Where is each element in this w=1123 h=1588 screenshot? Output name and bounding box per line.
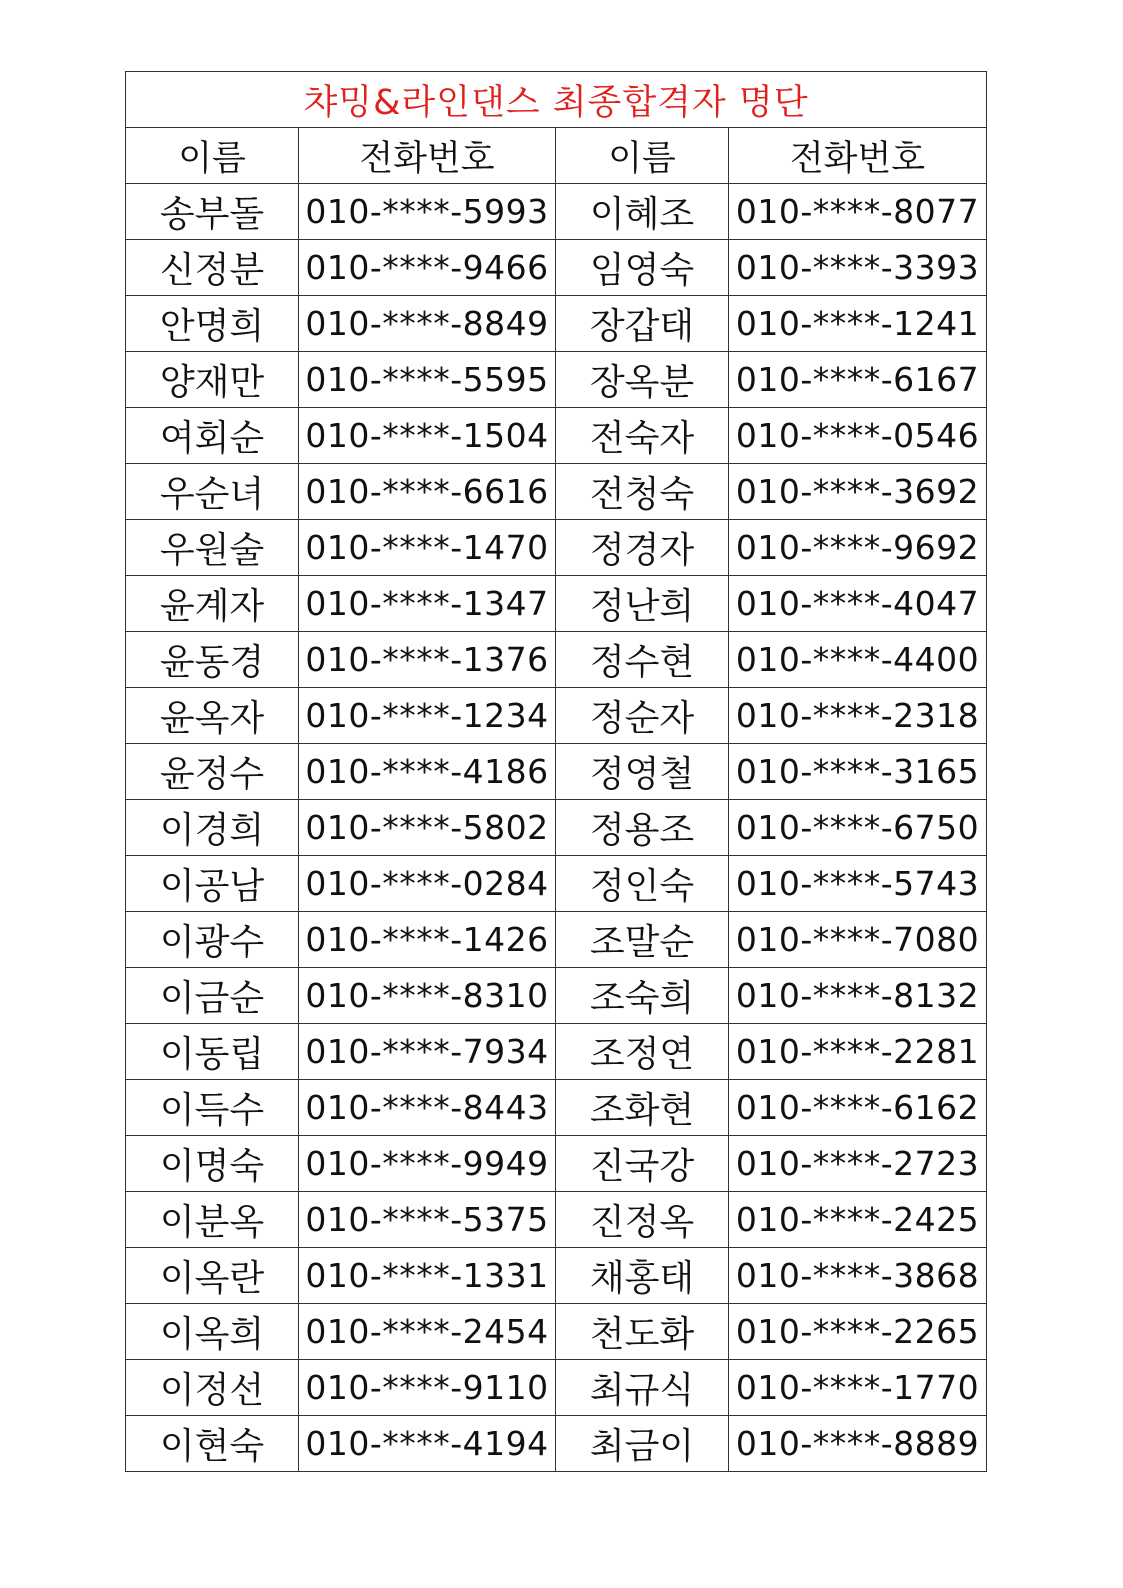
phone-cell: 010-****-7080 <box>729 912 987 968</box>
name-cell: 정영철 <box>556 744 729 800</box>
phone-cell: 010-****-1376 <box>299 632 556 688</box>
column-header-phone: 전화번호 <box>299 128 556 184</box>
table-row <box>126 1304 987 1360</box>
table-row <box>126 800 987 856</box>
name-cell: 채홍태 <box>556 1248 729 1304</box>
phone-cell: 010-****-8077 <box>729 184 987 240</box>
table-row <box>126 520 987 576</box>
name-cell: 이정선 <box>126 1360 299 1416</box>
phone-cell: 010-****-0284 <box>299 856 556 912</box>
name-cell: 이명숙 <box>126 1136 299 1192</box>
name-cell: 조숙희 <box>556 968 729 1024</box>
phone-cell: 010-****-4047 <box>729 576 987 632</box>
name-cell: 이옥란 <box>126 1248 299 1304</box>
phone-cell: 010-****-5375 <box>299 1192 556 1248</box>
phone-cell: 010-****-2281 <box>729 1024 987 1080</box>
name-cell: 이동립 <box>126 1024 299 1080</box>
page-title: 챠밍&라인댄스 최종합격자 명단 <box>126 72 987 128</box>
header-row <box>126 128 987 184</box>
table-row <box>126 912 987 968</box>
name-cell: 우원술 <box>126 520 299 576</box>
name-cell: 이경희 <box>126 800 299 856</box>
phone-cell: 010-****-3692 <box>729 464 987 520</box>
name-cell: 이옥희 <box>126 1304 299 1360</box>
phone-cell: 010-****-8132 <box>729 968 987 1024</box>
table-row <box>126 1416 987 1472</box>
phone-cell: 010-****-1426 <box>299 912 556 968</box>
name-cell: 조말순 <box>556 912 729 968</box>
name-cell: 이현숙 <box>126 1416 299 1472</box>
table-row <box>126 1360 987 1416</box>
name-cell: 이공남 <box>126 856 299 912</box>
table-row <box>126 856 987 912</box>
table-row <box>126 184 987 240</box>
name-cell: 이득수 <box>126 1080 299 1136</box>
name-cell: 정경자 <box>556 520 729 576</box>
table-row <box>126 408 987 464</box>
name-cell: 양재만 <box>126 352 299 408</box>
name-cell: 임영숙 <box>556 240 729 296</box>
phone-cell: 010-****-1331 <box>299 1248 556 1304</box>
phone-cell: 010-****-6750 <box>729 800 987 856</box>
column-header-name: 이름 <box>556 128 729 184</box>
name-cell: 최금이 <box>556 1416 729 1472</box>
phone-cell: 010-****-9466 <box>299 240 556 296</box>
phone-cell: 010-****-6162 <box>729 1080 987 1136</box>
phone-cell: 010-****-1470 <box>299 520 556 576</box>
table-row <box>126 576 987 632</box>
name-cell: 전청숙 <box>556 464 729 520</box>
name-cell: 윤정수 <box>126 744 299 800</box>
phone-cell: 010-****-5993 <box>299 184 556 240</box>
name-cell: 진정옥 <box>556 1192 729 1248</box>
table-row <box>126 744 987 800</box>
name-cell: 조화현 <box>556 1080 729 1136</box>
phone-cell: 010-****-3165 <box>729 744 987 800</box>
table-row <box>126 296 987 352</box>
table-row <box>126 1080 987 1136</box>
column-header-phone: 전화번호 <box>729 128 987 184</box>
name-cell: 최규식 <box>556 1360 729 1416</box>
phone-cell: 010-****-2425 <box>729 1192 987 1248</box>
phone-cell: 010-****-8310 <box>299 968 556 1024</box>
phone-cell: 010-****-1234 <box>299 688 556 744</box>
name-cell: 천도화 <box>556 1304 729 1360</box>
name-cell: 정용조 <box>556 800 729 856</box>
name-cell: 윤계자 <box>126 576 299 632</box>
phone-cell: 010-****-1347 <box>299 576 556 632</box>
name-cell: 조정연 <box>556 1024 729 1080</box>
phone-cell: 010-****-2454 <box>299 1304 556 1360</box>
phone-cell: 010-****-1241 <box>729 296 987 352</box>
name-cell: 전숙자 <box>556 408 729 464</box>
name-cell: 우순녀 <box>126 464 299 520</box>
title-row <box>126 72 987 128</box>
name-cell: 이혜조 <box>556 184 729 240</box>
name-cell: 정수현 <box>556 632 729 688</box>
name-cell: 장갑태 <box>556 296 729 352</box>
roster-table <box>125 71 987 1472</box>
phone-cell: 010-****-4400 <box>729 632 987 688</box>
phone-cell: 010-****-5802 <box>299 800 556 856</box>
name-cell: 이금순 <box>126 968 299 1024</box>
table-row <box>126 240 987 296</box>
column-header-name: 이름 <box>126 128 299 184</box>
name-cell: 윤옥자 <box>126 688 299 744</box>
table-row <box>126 1024 987 1080</box>
name-cell: 정인숙 <box>556 856 729 912</box>
phone-cell: 010-****-3868 <box>729 1248 987 1304</box>
phone-cell: 010-****-5743 <box>729 856 987 912</box>
table-row <box>126 1248 987 1304</box>
phone-cell: 010-****-8443 <box>299 1080 556 1136</box>
table-row <box>126 1192 987 1248</box>
phone-cell: 010-****-5595 <box>299 352 556 408</box>
phone-cell: 010-****-8889 <box>729 1416 987 1472</box>
name-cell: 정난희 <box>556 576 729 632</box>
table-row <box>126 1136 987 1192</box>
name-cell: 윤동경 <box>126 632 299 688</box>
table-row <box>126 464 987 520</box>
name-cell: 안명희 <box>126 296 299 352</box>
name-cell: 이분옥 <box>126 1192 299 1248</box>
phone-cell: 010-****-2723 <box>729 1136 987 1192</box>
table-row <box>126 968 987 1024</box>
name-cell: 정순자 <box>556 688 729 744</box>
phone-cell: 010-****-9692 <box>729 520 987 576</box>
phone-cell: 010-****-2318 <box>729 688 987 744</box>
phone-cell: 010-****-0546 <box>729 408 987 464</box>
table-row <box>126 632 987 688</box>
name-cell: 장옥분 <box>556 352 729 408</box>
phone-cell: 010-****-6616 <box>299 464 556 520</box>
phone-cell: 010-****-9949 <box>299 1136 556 1192</box>
name-cell: 여회순 <box>126 408 299 464</box>
phone-cell: 010-****-3393 <box>729 240 987 296</box>
phone-cell: 010-****-2265 <box>729 1304 987 1360</box>
name-cell: 신정분 <box>126 240 299 296</box>
phone-cell: 010-****-9110 <box>299 1360 556 1416</box>
table-row <box>126 688 987 744</box>
name-cell: 진국강 <box>556 1136 729 1192</box>
roster-body <box>126 184 987 1472</box>
name-cell: 송부돌 <box>126 184 299 240</box>
table-row <box>126 352 987 408</box>
phone-cell: 010-****-1770 <box>729 1360 987 1416</box>
phone-cell: 010-****-7934 <box>299 1024 556 1080</box>
phone-cell: 010-****-8849 <box>299 296 556 352</box>
phone-cell: 010-****-4186 <box>299 744 556 800</box>
name-cell: 이광수 <box>126 912 299 968</box>
phone-cell: 010-****-6167 <box>729 352 987 408</box>
phone-cell: 010-****-4194 <box>299 1416 556 1472</box>
phone-cell: 010-****-1504 <box>299 408 556 464</box>
